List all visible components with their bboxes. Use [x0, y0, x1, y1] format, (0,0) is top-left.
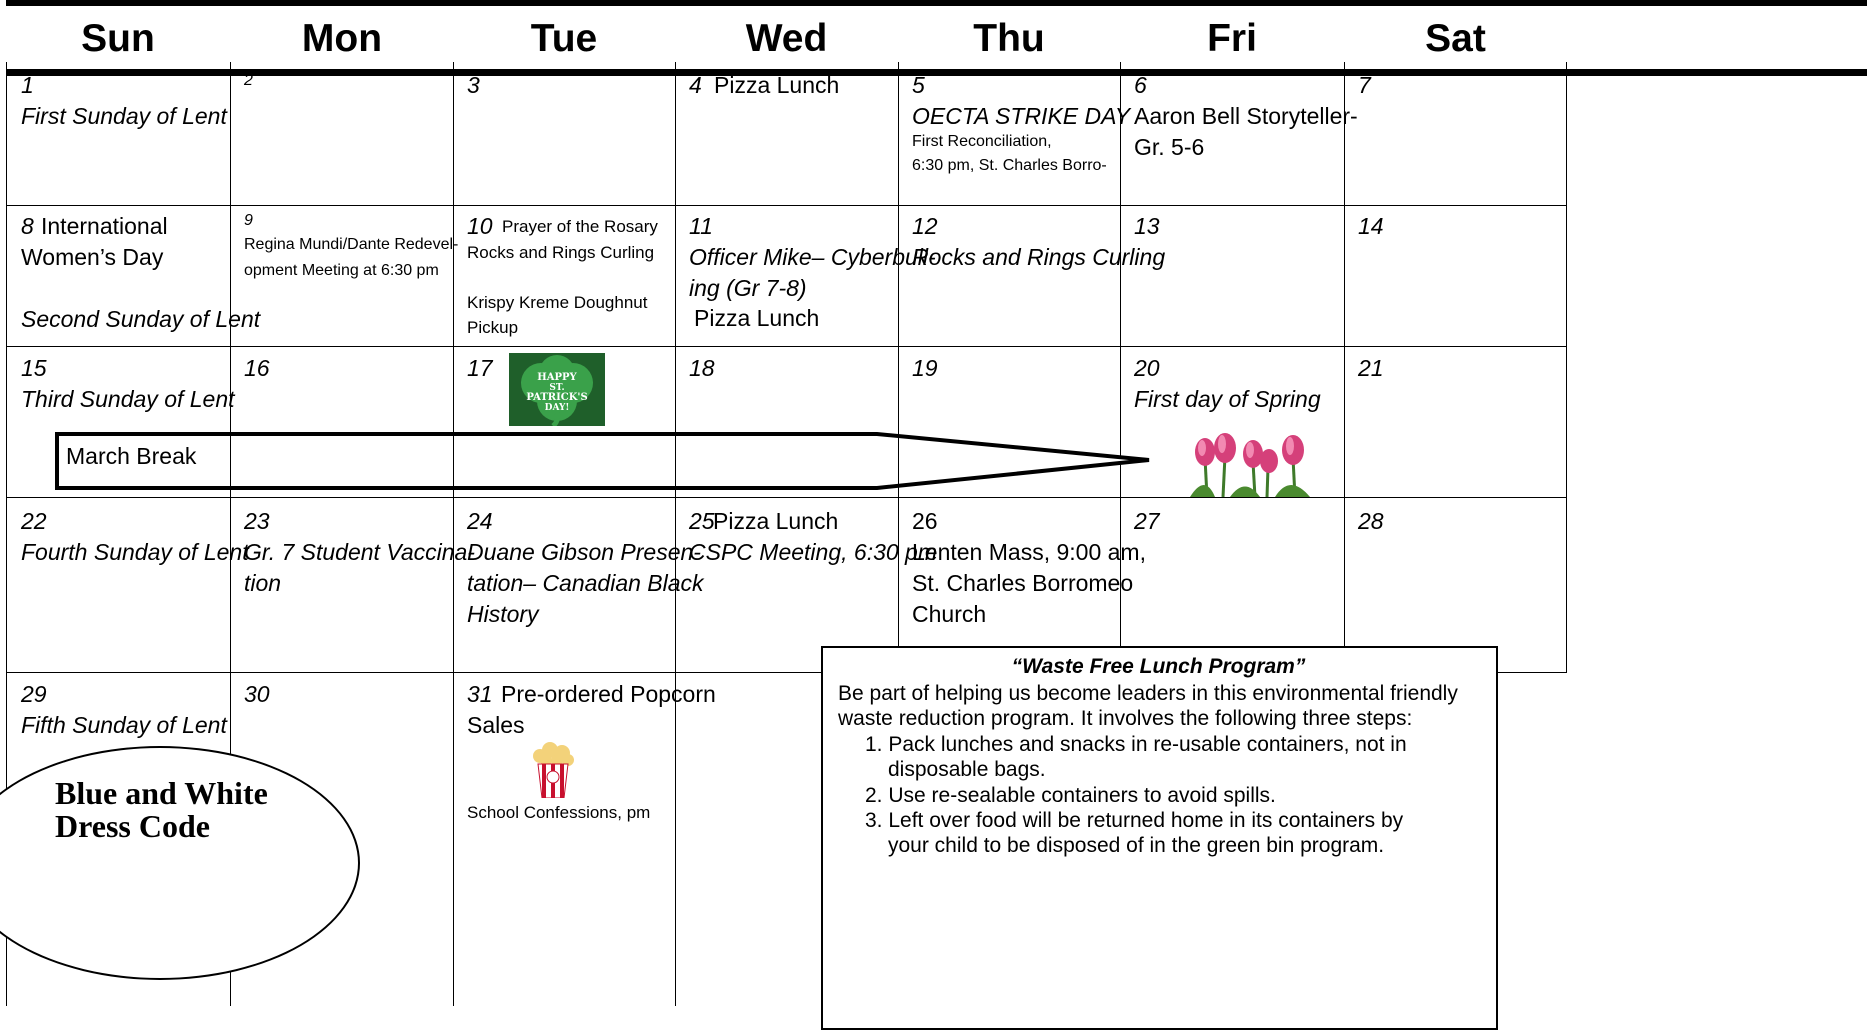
day-number: 14 [1358, 213, 1384, 239]
event-text: ing (Gr 7-8) [689, 275, 807, 301]
day-number: 13 [1134, 213, 1160, 239]
day-number: 5 [912, 72, 925, 98]
header-thu: Thu [973, 17, 1045, 60]
event-text: Aaron Bell Storyteller- [1134, 103, 1358, 129]
day-number: 1 [21, 72, 34, 98]
day-number: 21 [1358, 355, 1384, 381]
event-text: Fourth Sunday of Lent [21, 539, 249, 565]
waste-box-step: disposable bags. [888, 758, 1046, 781]
grid-vline [230, 436, 231, 486]
shamrock-text: PATRICK'S [526, 392, 588, 403]
day-number: 15 [21, 355, 47, 381]
day-number: 17 [467, 355, 493, 381]
event-text: Prayer of the Rosary [502, 217, 658, 236]
event-text: Duane Gibson Presen- [467, 539, 701, 565]
dress-code-line1: Blue and White [55, 775, 268, 811]
event-text: Gr. 5-6 [1134, 134, 1205, 160]
day-number: 2 [244, 72, 253, 89]
event-text: 6:30 pm, St. Charles Borro- [912, 157, 1107, 174]
waste-box-step: 1. Pack lunches and snacks in re-usable containers, not in [865, 733, 1407, 756]
day-number: 8 [21, 213, 34, 239]
day-number: 16 [244, 355, 270, 381]
day-number: 7 [1358, 72, 1371, 98]
tulips-icon [1185, 428, 1320, 497]
waste-box-intro: waste reduction program. It involves the following three steps: [838, 707, 1413, 730]
header-mon: Mon [301, 17, 383, 60]
waste-box-intro: Be part of helping us become leaders in this environmental friendly [838, 682, 1458, 705]
event-text: tation– Canadian Black [467, 570, 704, 596]
day-number: 26 [912, 508, 938, 534]
day-number: 28 [1358, 508, 1384, 534]
event-text: Sales [467, 712, 525, 738]
day-number: 27 [1134, 508, 1160, 534]
day-number: 4 [689, 72, 702, 98]
event-text: Fifth Sunday of Lent [21, 712, 227, 738]
march-break-label: March Break [66, 443, 197, 469]
event-text: St. Charles Borromeo [912, 570, 1134, 596]
dress-code-line2: Dress Code [55, 808, 210, 844]
event-text: opment Meeting at 6:30 pm [244, 262, 439, 279]
header-sat: Sat [1425, 17, 1486, 60]
event-text: History [467, 601, 539, 627]
header-fri: Fri [1207, 17, 1257, 60]
event-text: Pizza Lunch [694, 305, 820, 331]
waste-box-step: your child to be disposed of in the green bin program. [888, 834, 1385, 857]
day-number: 3 [467, 72, 480, 98]
day-number: 11 [689, 213, 713, 239]
event-text: First day of Spring [1134, 386, 1321, 412]
event-text: tion [244, 570, 282, 596]
event-text: First Reconciliation, [912, 133, 1052, 150]
day-number: 9 [244, 212, 253, 229]
day-number: 29 [21, 681, 47, 707]
popcorn-icon [530, 742, 576, 798]
day-number: 25 [689, 508, 715, 534]
day-number: 20 [1134, 355, 1160, 381]
header-wed: Wed [745, 17, 828, 60]
shamrock-text: HAPPY [537, 372, 577, 383]
day-number: 23 [244, 508, 270, 534]
event-text: Pickup [467, 318, 519, 337]
event-text: International [41, 213, 168, 239]
day-number: 6 [1134, 72, 1147, 98]
day-number: 24 [467, 508, 493, 534]
event-text: Church [912, 601, 987, 627]
waste-box-step: 2. Use re-sealable containers to avoid spills. [865, 784, 1276, 807]
day-number: 31 [467, 681, 493, 707]
event-text: Second Sunday of Lent [21, 306, 261, 332]
waste-box-title: “Waste Free Lunch Program” [1011, 655, 1306, 678]
event-text: Officer Mike– Cyberbull- [689, 244, 936, 270]
event-text: First Sunday of Lent [21, 103, 227, 129]
event-text: Lenten Mass, 9:00 am, [912, 539, 1146, 565]
event-text: Gr. 7 Student Vaccina- [244, 539, 475, 565]
shamrock-text: ST. [549, 383, 565, 393]
header-tue: Tue [530, 17, 598, 60]
event-text: School Confessions, pm [467, 803, 651, 822]
grid-vline [453, 436, 454, 486]
event-text: Pizza Lunch [714, 72, 840, 98]
event-text: Regina Mundi/Dante Redevel- [244, 236, 459, 253]
dress-code-label [55, 777, 268, 843]
event-text: Pizza Lunch [713, 508, 839, 534]
day-number: 10 [467, 213, 493, 239]
day-number: 19 [912, 355, 938, 381]
grid-vline [675, 436, 676, 486]
event-text: Pre-ordered Popcorn [501, 681, 716, 707]
day-number: 12 [912, 213, 938, 239]
waste-box-step: 3. Left over food will be returned home in its containers by [865, 809, 1404, 832]
event-text: Women’s Day [21, 244, 164, 270]
event-text: CSPC Meeting, 6:30 pm [689, 539, 938, 565]
event-text: Third Sunday of Lent [21, 386, 235, 412]
day-number: 22 [21, 508, 47, 534]
shamrock-text: DAY! [544, 403, 570, 413]
event-text: Rocks and Rings Curling [467, 243, 655, 262]
header-sun: Sun [81, 17, 155, 60]
day-number: 18 [689, 355, 715, 381]
event-text: Rocks and Rings Curling [912, 244, 1166, 270]
grid-vline [898, 436, 899, 486]
event-text: Krispy Kreme Doughnut [467, 293, 648, 312]
event-text: OECTA STRIKE DAY [912, 103, 1131, 129]
day-number: 30 [244, 681, 270, 707]
